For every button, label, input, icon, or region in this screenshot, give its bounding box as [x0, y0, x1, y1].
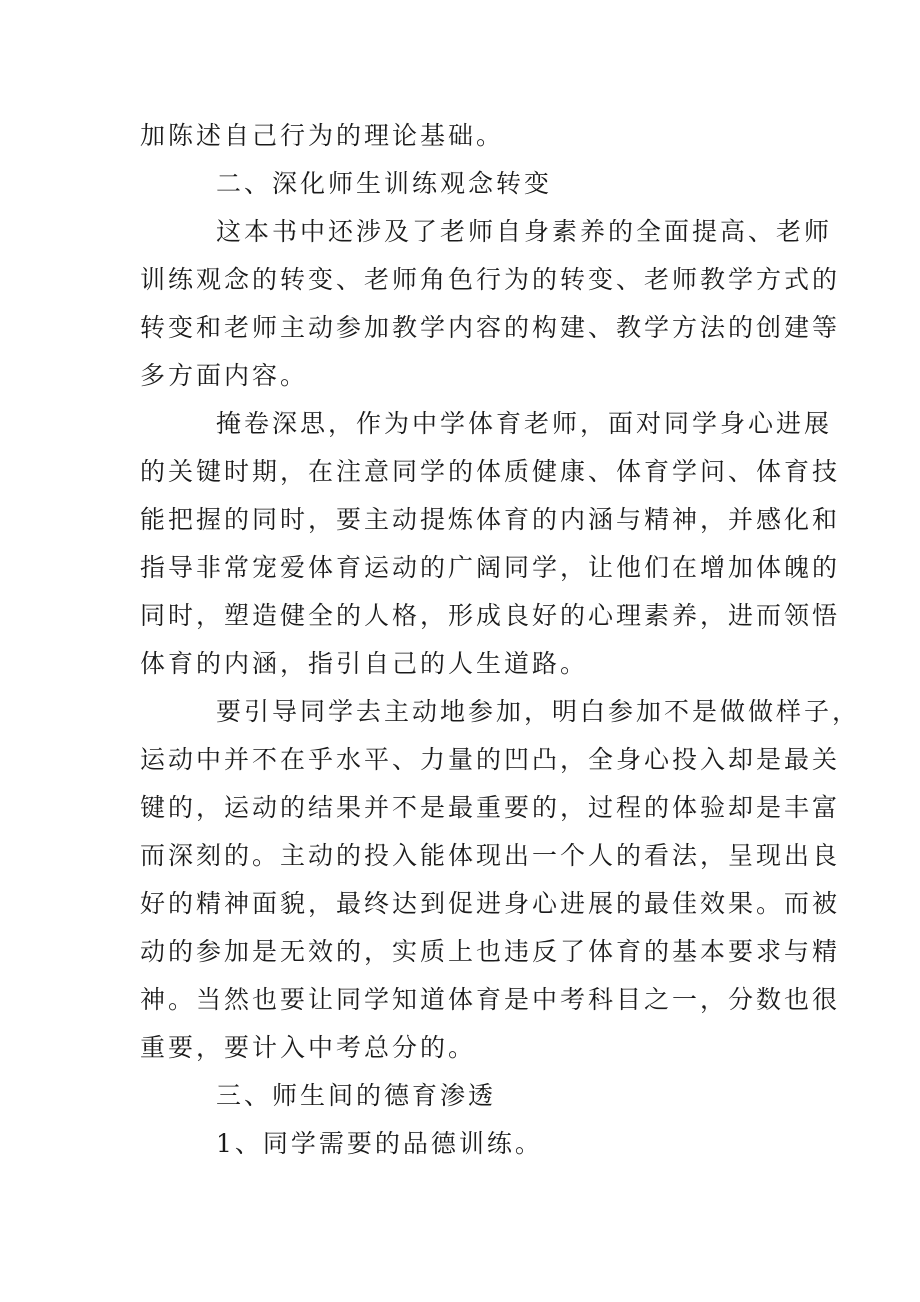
body-text-line: 体育的内涵，指引自己的人生道路。	[140, 649, 589, 678]
body-text-line: 键的，运动的结果并不是最重要的，过程的体验却是丰富	[140, 793, 841, 822]
body-text-line: 指导非常宠爱体育运动的广阔同学，让他们在增加体魄的	[140, 553, 841, 582]
body-text-line: 能把握的同时，要主动提炼体育的内涵与精神，并感化和	[140, 505, 841, 534]
body-text-line: 动的参加是无效的，实质上也违反了体育的基本要求与精	[140, 937, 841, 966]
section-heading: 三、师生间的德育渗透	[216, 1081, 497, 1110]
body-text-line: 好的精神面貌，最终达到促进身心进展的最佳效果。而被	[140, 889, 841, 918]
body-text-line: 加陈述自己行为的理论基础。	[140, 121, 505, 150]
body-text-line: 掩卷深思，作为中学体育老师，面对同学身心进展	[216, 409, 833, 438]
body-text-line: 这本书中还涉及了老师自身素养的全面提高、老师	[216, 217, 833, 246]
body-text-line: 要引导同学去主动地参加，明白参加不是做做样子，	[216, 697, 861, 726]
subsection-heading: 1、同学需要的品德训练。	[216, 1129, 543, 1158]
body-text-line: 多方面内容。	[140, 361, 309, 390]
body-text-line: 运动中并不在乎水平、力量的凹凸，全身心投入却是最关	[140, 745, 841, 774]
body-text-line: 训练观念的转变、老师角色行为的转变、老师教学方式的	[140, 265, 841, 294]
body-text-line: 转变和老师主动参加教学内容的构建、教学方法的创建等	[140, 313, 841, 342]
body-text-line: 而深刻的。主动的投入能体现出一个人的看法，呈现出良	[140, 841, 841, 870]
body-text-line: 同时，塑造健全的人格，形成良好的心理素养，进而领悟	[140, 601, 841, 630]
section-heading: 二、深化师生训练观念转变	[216, 169, 553, 198]
body-text-line: 重要，要计入中考总分的。	[140, 1033, 477, 1062]
body-text-line: 的关键时期，在注意同学的体质健康、体育学问、体育技	[140, 457, 841, 486]
body-text-line: 神。当然也要让同学知道体育是中考科目之一，分数也很	[140, 985, 841, 1014]
